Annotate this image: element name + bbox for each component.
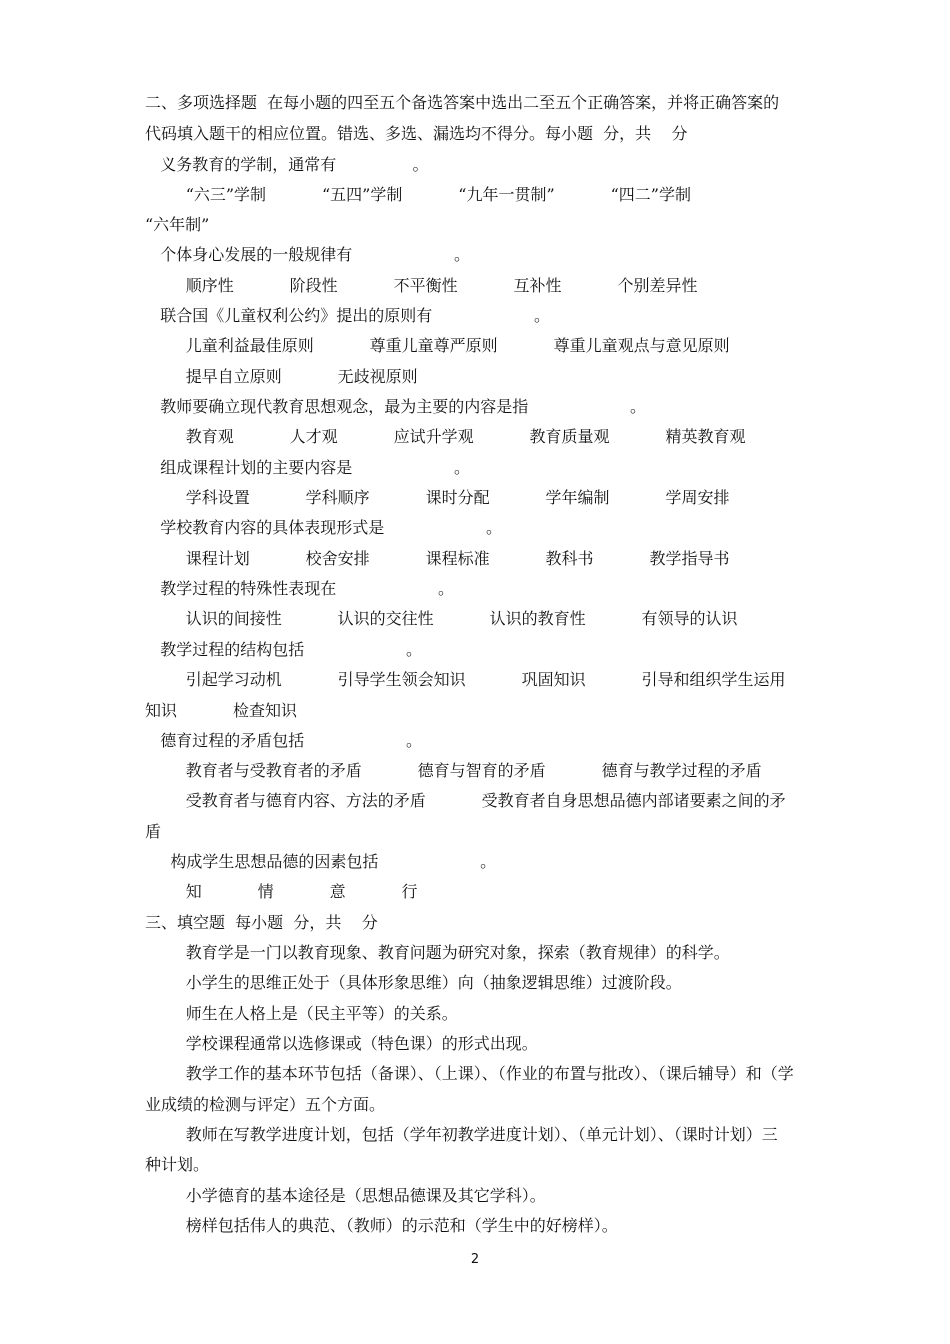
text-line: 二、多项选择题 在每小题的四至五个备选答案中选出二至五个正确答案，并将正确答案的 [145,93,780,112]
text-line: 知 情 意 行 [145,882,418,901]
text-line: 小学生的思维正处于（具体形象思维）向（抽象逻辑思维）过渡阶段。 [145,973,682,992]
text-line: 教师在写教学进度计划，包括（学年初教学进度计划）、（单元计划）、（课时计划）三 [145,1125,778,1144]
text-line: 顺序性 阶段性 不平衡性 互补性 个别差异性 [145,276,698,295]
text-line: 儿童利益最佳原则 尊重儿童尊严原则 尊重儿童观点与意见原则 [145,336,730,355]
text-line: 代码填入题干的相应位置。错选、多选、漏选均不得分。每小题 分，共 分 [145,124,688,143]
text-line: “六年制” [145,215,210,234]
text-line: 构成学生思想品德的因素包括 。 [145,852,497,871]
text-line: 师生在人格上是（民主平等）的关系。 [145,1004,458,1023]
text-line: 知识 检查知识 [145,701,297,720]
text-line: 认识的间接性 认识的交往性 认识的教育性 有领导的认识 [145,609,738,628]
text-line: 提早自立原则 无歧视原则 [145,367,418,386]
section-heading: 三、填空题 每小题 分，共 分 [145,913,378,932]
text-line: 引起学习动机 引导学生领会知识 巩固知识 引导和组织学生运用 [145,670,786,689]
page-number: 2 [470,1252,480,1267]
text-line: 受教育者与德育内容、方法的矛盾 受教育者自身思想品德内部诸要素之间的矛 [145,791,786,810]
text-line: 教师要确立现代教育思想观念，最为主要的内容是指 。 [145,397,646,416]
text-line: 小学德育的基本途径是（思想品德课及其它学科）。 [145,1186,546,1205]
text-line: 德育过程的矛盾包括 。 [145,731,422,750]
text-line: 盾 [145,822,162,841]
text-line: 种计划。 [145,1155,210,1174]
text-line: 义务教育的学制，通常有 。 [145,155,429,174]
text-line: 业成绩的检测与评定）五个方面。 [145,1095,386,1114]
text-line: 教育学是一门以教育现象、教育问题为研究对象，探索（教育规律）的科学。 [145,943,730,962]
text-line: 学校课程通常以选修课或（特色课）的形式出现。 [145,1034,538,1053]
text-line: 教学工作的基本环节包括（备课）、（上课）、（作业的布置与批改）、（课后辅导）和（学 [145,1064,794,1083]
text-line: 教育者与受教育者的矛盾 德育与智育的矛盾 德育与教学过程的矛盾 [145,761,762,780]
text-line: 学科设置 学科顺序 课时分配 学年编制 学周安排 [145,488,730,507]
text-line: 学校教育内容的具体表现形式是 。 [145,518,502,537]
text-line: 教育观 人才观 应试升学观 教育质量观 精英教育观 [145,427,746,446]
text-line: 教学过程的结构包括 。 [145,640,422,659]
text-line: 课程计划 校舍安排 课程标准 教科书 教学指导书 [145,549,730,568]
text-line: 个体身心发展的一般规律有 。 [145,245,470,264]
text-line: 组成课程计划的主要内容是 。 [145,458,470,477]
text-line: “六三”学制 “五四”学制 “九年一贯制” “四二”学制 [145,185,691,204]
text-line: 教学过程的特殊性表现在 。 [145,579,454,598]
text-line: 榜样包括伟人的典范、（教师）的示范和（学生中的好榜样）。 [145,1216,618,1235]
text-line: 联合国《儿童权利公约》提出的原则有 。 [145,306,550,325]
